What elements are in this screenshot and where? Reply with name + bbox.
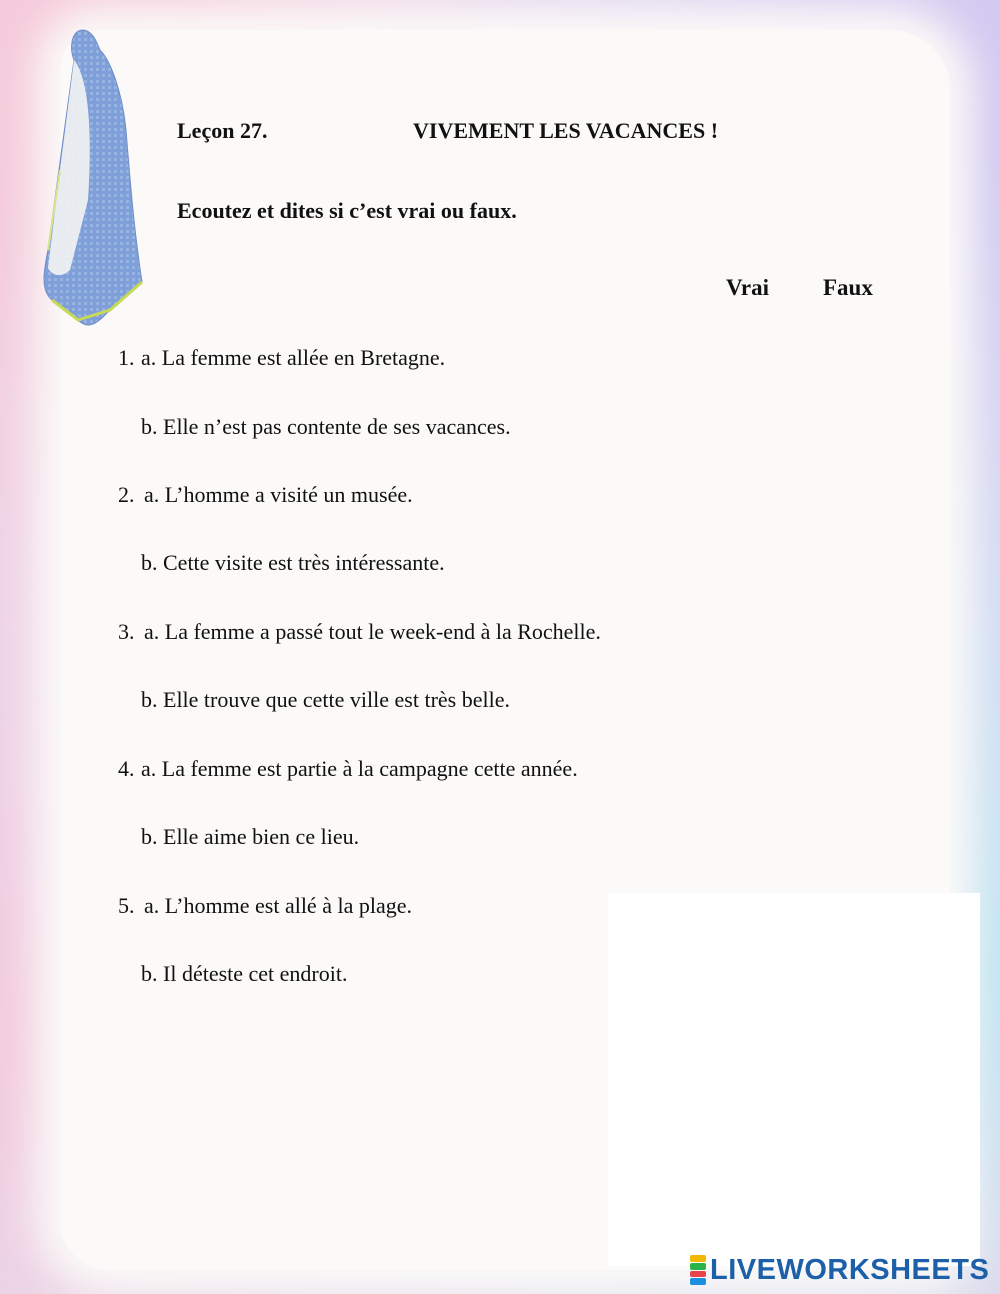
question-text: b. Elle aime bien ce lieu.	[141, 824, 360, 849]
question-number: 3.	[118, 619, 135, 644]
question-number: 4.	[118, 756, 135, 781]
question-number: 2.	[118, 482, 135, 507]
question-number: 1.	[118, 345, 135, 370]
question-text: a. La femme est allée en Bretagne.	[141, 345, 446, 370]
blank-area	[608, 893, 980, 1266]
liveworksheets-logo[interactable]	[690, 1253, 989, 1287]
question-text: b. Elle trouve que cette ville est très belle.	[141, 687, 510, 712]
logo-block-icon	[690, 1263, 706, 1270]
page-title: VIVEMENT LES VACANCES !	[413, 118, 719, 143]
logo-block-icon	[690, 1278, 706, 1285]
question-text: b. Il déteste cet endroit.	[141, 961, 348, 986]
question-number: 5.	[118, 893, 135, 918]
question-text: a. La femme est partie à la campagne cette année.	[141, 756, 578, 781]
logo-block-icon	[690, 1271, 706, 1278]
brand-name: LIVEWORKSHEETS	[710, 1253, 990, 1286]
instruction-text: Ecoutez et dites si c’est vrai ou faux.	[177, 198, 517, 223]
lesson-number: Leçon 27.	[177, 118, 268, 143]
question-text: b. Elle n’est pas contente de ses vacances.	[141, 414, 511, 439]
question-text: a. L’homme est allé à la plage.	[144, 893, 412, 918]
column-header-vrai: Vrai	[726, 275, 770, 300]
question-text: a. La femme a passé tout le week-end à la Rochelle.	[144, 619, 601, 644]
column-header-faux: Faux	[823, 275, 873, 300]
question-text: a. L’homme a visité un musée.	[144, 482, 413, 507]
question-text: b. Cette visite est très intéressante.	[141, 550, 445, 575]
logo-block-icon	[690, 1255, 706, 1262]
hanging-towel-icon	[30, 20, 150, 350]
logo-icon	[690, 1255, 706, 1285]
